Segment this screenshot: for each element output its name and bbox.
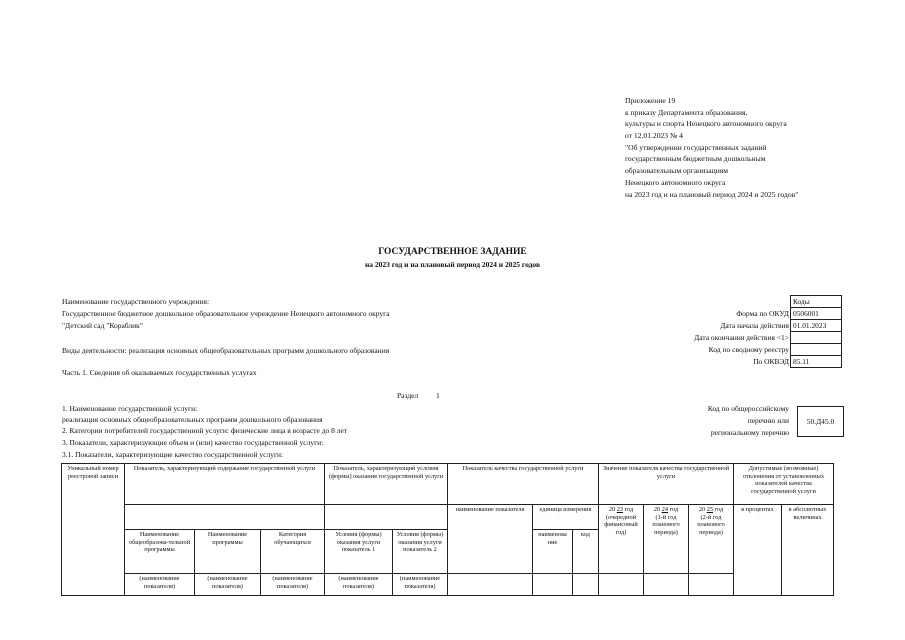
- codes-table: [790, 295, 842, 368]
- year-3-suffix: год: [714, 506, 724, 513]
- th-quality-unit: единица измерения: [533, 505, 599, 530]
- th-unit-code-empty: [573, 574, 599, 596]
- annex-line: культуры и спорта Ненецкого автономного округа: [625, 119, 787, 129]
- th-c3: Категория обучающихся: [261, 530, 325, 574]
- th-c1: Наименование общеобразова-тельной программы: [125, 530, 195, 574]
- institution-name-2: "Детский сад "Кораблик": [62, 321, 143, 330]
- document-subtitle: на 2023 год и на плановый период 2024 и 2025 годов: [364, 260, 541, 269]
- start-date-label: Дата начала действия: [720, 321, 789, 330]
- section-label: Раздел: [397, 391, 419, 400]
- th-conditions-empty: [325, 505, 448, 530]
- okved-value: 85.11: [791, 356, 842, 368]
- th-dev-absolute: в абсолютных величинах: [782, 505, 834, 596]
- th-year-2-empty: [644, 574, 689, 596]
- institution-name: Государственное бюджетное дошкольное образовательное учреждение Ненецкого автономного округа: [62, 309, 390, 318]
- th-c4-sub: (наименование показателя): [325, 574, 393, 596]
- annex-line: Приложение 19: [625, 96, 676, 105]
- institution-label: Наименование государственного учреждения:: [62, 297, 210, 306]
- section-number: 1: [436, 391, 440, 400]
- th-c5-sub: (наименование показателя): [393, 574, 448, 596]
- okud-value: 0506001: [791, 308, 842, 320]
- activity-type: Виды деятельности: реализация основных общеобразовательных программ дошкольного образования: [62, 346, 390, 355]
- year-3-prefix: 20: [698, 506, 706, 513]
- consumer-category: 2. Категории потребителей государственной услуги: физические лица в возрасте до 8 лет: [62, 426, 348, 435]
- registry-code-label-2: перечню или: [747, 416, 789, 425]
- service-name-label: 1. Наименование государственной услуги:: [62, 404, 198, 413]
- year-1-suffix: год: [624, 506, 634, 513]
- th-c2: Наименование программы: [195, 530, 261, 574]
- annex-block: [625, 95, 798, 200]
- th-dev-percent: в процентах: [734, 505, 782, 596]
- th-content-empty: [125, 505, 325, 530]
- th-unit-name: наименова ние: [533, 530, 573, 574]
- th-year-3-empty: [689, 574, 734, 596]
- start-date-value: 01.01.2023: [791, 320, 842, 332]
- th-c5: Условия (формы) оказания услуги показатель 2: [393, 530, 448, 574]
- th-values: Значение показателя качества государственной услуги: [599, 464, 734, 505]
- registry-code-label-3: региональному перечню: [710, 428, 789, 437]
- okved-label: По ОКВЭД: [753, 357, 789, 366]
- th-unit-name-empty: [533, 574, 573, 596]
- annex-line: к приказу Департамента образования,: [625, 107, 748, 117]
- th-unit-code: код: [573, 530, 599, 574]
- quality-indicators-title: 3.1. Показатели, характеризующие качество государственной услуги:: [62, 450, 284, 459]
- th-quality: Показатель качества государственной услуги: [448, 464, 599, 505]
- annex-line: от 12.01.2023 № 4: [625, 131, 683, 141]
- year-1-number: 23: [616, 506, 623, 513]
- registry-code-value: 50.Д45.0: [797, 406, 844, 437]
- th-year-2: [644, 505, 689, 574]
- part-title: Часть 1. Сведения об оказываемых государственных услугах: [62, 368, 257, 377]
- th-c3-sub: (наименование показателя): [261, 574, 325, 596]
- year-3-desc: (2-й год планового периода): [697, 513, 725, 536]
- th-year-1-empty: [599, 574, 644, 596]
- year-1-prefix: 20: [608, 506, 616, 513]
- registry-code-label-1: Код по общероссийскому: [707, 404, 789, 413]
- annex-line: Ненецкого автономного округа: [625, 177, 726, 187]
- th-content: Показатель, характеризующий содержание государственной услуги: [125, 464, 325, 505]
- th-quality-name-empty: [448, 574, 533, 596]
- end-date-label: Дата окончания действия <1>: [694, 333, 789, 342]
- document-title: ГОСУДАРСТВЕННОЕ ЗАДАНИЕ: [378, 247, 527, 257]
- year-3-number: 25: [706, 506, 713, 513]
- annex-line: государственным бюджетным дошкольным: [625, 154, 766, 164]
- th-deviation: Допустимые (возможные) отклонения от установленных показателей качества государственной услуги: [734, 464, 834, 505]
- annex-line: на 2023 год и на плановый период 2024 и 2025 годов": [625, 189, 799, 199]
- registry-value: [791, 344, 842, 356]
- year-2-prefix: 20: [653, 506, 661, 513]
- th-conditions: Показатель, характеризующий условия (формы) оказания государственной услуги: [325, 464, 448, 505]
- th-c4: Условия (формы) оказания услуги показатель 1: [325, 530, 393, 574]
- year-2-suffix: год: [669, 506, 679, 513]
- th-quality-name: наименование показателя: [448, 505, 533, 574]
- service-name-value: реализация основных общеобразовательных программ дошкольного образования: [62, 415, 323, 424]
- th-regnum: Уникальный номер реестровой записи: [62, 464, 125, 596]
- th-year-3: [689, 505, 734, 574]
- end-date-value: [791, 332, 842, 344]
- codes-header: Коды: [791, 296, 842, 308]
- annex-line: "Об утверждении государственных заданий: [625, 142, 767, 152]
- year-2-desc: (1-й год планового периода): [652, 513, 680, 536]
- annex-line: образовательным организациям: [625, 166, 729, 176]
- quality-table: [61, 463, 834, 596]
- registry-label: Код по сводному реестру: [708, 345, 789, 354]
- year-1-desc: (очередной финансовый год): [604, 513, 638, 536]
- okud-label: Форма по ОКУД: [736, 309, 789, 318]
- indicators-title: 3. Показатели, характеризующие объем и (или) качество государственной услуги:: [62, 438, 324, 447]
- th-c1-sub: (наименование показателя): [125, 574, 195, 596]
- th-year-1: [599, 505, 644, 574]
- th-c2-sub: (наименование показателя): [195, 574, 261, 596]
- year-2-number: 24: [661, 506, 668, 513]
